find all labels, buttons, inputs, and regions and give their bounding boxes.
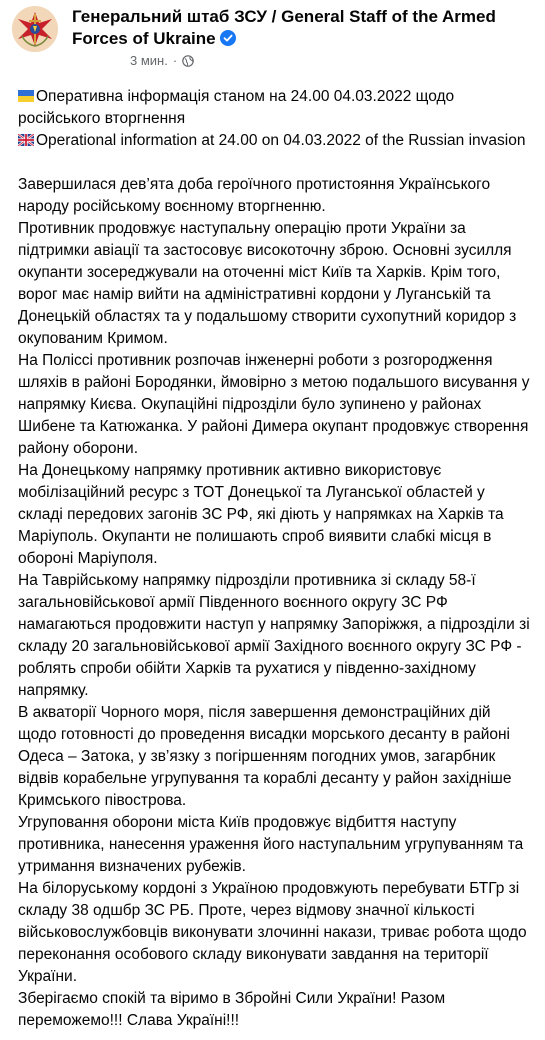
ukraine-flag-icon: [18, 90, 34, 102]
meta-separator: ·: [172, 53, 178, 68]
paragraph-7: На білоруському кордоні з Україною продовжують перебувати БТГр зі складу 38 одшбр ЗС РБ. Проте, через відмову значної кількості військовослужбовців виконувати злочинні накази, триває робота щодо переконання особового складу виконувати завдання на території України.: [18, 880, 527, 985]
paragraph-gap: [18, 152, 530, 174]
paragraph-3: На Донецькому напрямку противник активно використовує мобілізаційний ресурс з ТОТ Донецької та Луганської областей у складі передових загонів ЗС РФ, які діють у напрямках на Харків та Маріуполь. Окупанти не полишають спроб виявити слабкі місця в обороні Маріуполя.: [18, 462, 504, 567]
paragraph-0: Завершилася дев’ята доба героїчного протистояння Українського народу російському воєнному вторгненню.: [18, 176, 491, 215]
globe-icon[interactable]: [182, 55, 194, 67]
general-staff-emblem-icon: [12, 6, 58, 52]
en-title: Operational information at 24.00 on 04.03.2022 of the Russian invasion: [36, 132, 526, 149]
page-avatar[interactable]: [12, 6, 58, 52]
paragraph-6: Угруповання оборони міста Київ продовжує відбиття наступу противника, нанесення ураження його наступальним угрупуванням та утримання визначених рубежів.: [18, 814, 524, 875]
paragraph-4: На Таврійському напрямку підрозділи противника зі складу 58-ї загальновійськової армії Південного воєнного округу ЗС РФ намагаються продовжити наступ у напрямку Запоріжжя, а підрозділи зі складу 20 загальновійськової армії Західного воєнного округу ЗС РФ - роблять спроби обійти Харків та рухатися у південно-західному напрямку.: [18, 572, 530, 699]
paragraph-5: В акваторії Чорного моря, після завершення демонстраційних дій щодо готовності до проведення висадки морського десанту в районі Одеса – Затока, у зв’язку з погіршенням погодних умов, загарбник відвів корабельне угрупування та кораблі десанту у район західніше Кримського півострова.: [18, 704, 512, 809]
post-meta: [72, 53, 532, 68]
ua-title-line: [18, 86, 530, 130]
page-name-text[interactable]: Генеральний штаб ЗСУ / General Staff of the Armed Forces of Ukraine: [72, 7, 496, 48]
ua-title: Оперативна інформація станом на 24.00 04.03.2022 щодо російського вторгнення: [18, 88, 455, 127]
en-title-line: [18, 130, 530, 152]
paragraph-1: Противник продовжує наступальну операцію проти України за підтримки авіації та застосовує високоточну зброю. Основні зусилля окупанти зосереджували на оточенні міст Київ та Харків. Крім того, ворог має намір вийти на адміністративні кордони у Луганській та Донецькій областях та у подальшому створити сухопутний коридор з окупованим Кримом.: [18, 220, 517, 347]
paragraph-8: Зберігаємо спокій та віримо в Збройні Сили України! Разом переможемо!!! Слава Україні!!!: [18, 990, 446, 1029]
verified-badge-icon: [220, 30, 236, 46]
post-header: [12, 6, 532, 68]
post-body: [18, 86, 530, 1032]
page-name[interactable]: [72, 6, 532, 50]
uk-flag-icon: [18, 134, 34, 146]
paragraph-2: На Поліссі противник розпочав інженерні роботи з розгородження шляхів в районі Бородянки, ймовірно з метою подальшого висування у напрямку Києва. Окупаційні підрозділи було зупинено у районах Шибене та Катюжанка. У районі Димера окупант продовжує створення району оборони.: [18, 352, 530, 457]
post-timestamp[interactable]: 3 мин.: [130, 53, 168, 68]
